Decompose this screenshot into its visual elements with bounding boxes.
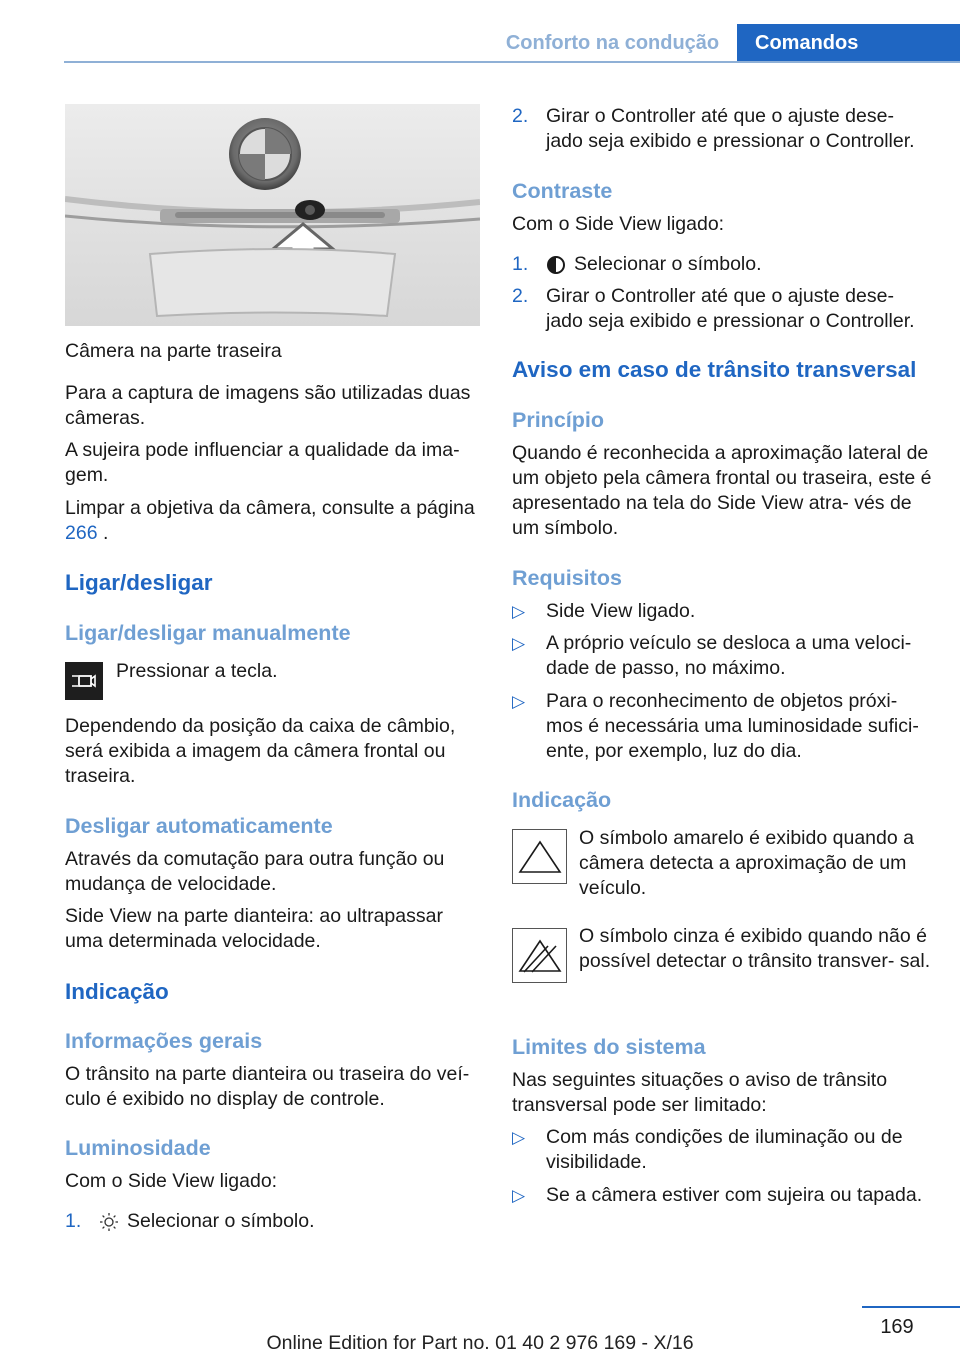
heading-auto-off: Desligar automaticamente — [65, 814, 333, 838]
heading-on-off: Ligar/desligar — [65, 570, 213, 595]
header-rule — [64, 61, 960, 63]
requirement-item — [512, 631, 932, 681]
paragraph-limits: Nas seguintes situações o aviso de trânsito transversal pode ser limitado: — [512, 1069, 888, 1116]
requirement-text: A próprio veículo se desloca a uma veloci‐ dade de passo, no máximo. — [546, 632, 912, 679]
contrast-step-2 — [512, 284, 932, 334]
step-number: 2. — [512, 285, 529, 307]
paragraph-contrast-side-view-on: Com o Side View ligado: — [512, 213, 725, 235]
rear-camera-photo — [65, 104, 480, 326]
edition-footer: Online Edition for Part no. 01 40 2 976 169 - X/16 — [266, 1332, 694, 1354]
heading-manual: Ligar/desligar manualmente — [65, 621, 351, 645]
requirement-item — [512, 689, 932, 764]
contrast-icon — [546, 255, 566, 282]
step-text: Girar o Controller até que o ajuste dese‐ jado seja exibido e pressionar o Controller. — [546, 285, 915, 332]
paragraph-traffic-display: O trânsito na parte dianteira ou traseira do veí‐ culo é exibido no display de controle. — [65, 1063, 470, 1110]
chapter-tab: Comandos — [737, 24, 960, 62]
bullet-triangle-icon: ▷ — [512, 692, 526, 711]
rear-camera-illustration — [65, 104, 480, 326]
paragraph-switching: Através da comutação para outra função ou mudança de velocidade. — [65, 848, 445, 895]
clean-lens-suffix: . — [97, 522, 109, 544]
heading-general-info: Informações gerais — [65, 1029, 263, 1053]
bullet-triangle-icon: ▷ — [512, 1186, 526, 1205]
paragraph-dirt: A sujeira pode influenciar a qualidade da ima‐ gem. — [65, 439, 460, 486]
limit-item — [512, 1183, 932, 1208]
heading-indication: Indicação — [512, 788, 612, 812]
bullet-triangle-icon: ▷ — [512, 634, 526, 653]
clean-lens-text: Limpar a objetiva da câmera, consulte a página — [65, 497, 475, 519]
paragraph-gray-symbol: O símbolo cinza é exibido quando não é possível detectar o trânsito transver‐ sal. — [579, 925, 931, 972]
heading-brightness: Luminosidade — [65, 1136, 211, 1160]
photo-caption: Câmera na parte traseira — [65, 340, 282, 362]
step-text: Selecionar o símbolo. — [574, 253, 762, 275]
contrast-step-1 — [512, 252, 932, 277]
page-link-266[interactable]: 266 — [65, 522, 98, 544]
brightness-step-2 — [512, 104, 932, 154]
paragraph-yellow-symbol: O símbolo amarelo é exibido quando a câmera detecta a aproximação de um veículo. — [579, 827, 914, 899]
cross-traffic-unavailable-icon — [512, 928, 567, 983]
paragraph-principle: Quando é reconhecida a aproximação lateral de um objeto pela câmera frontal ou traseira, este é apresentado na tela do Side View atra‐ vés de um símbolo. — [512, 442, 932, 539]
side-view-button-icon — [65, 662, 103, 700]
step-number: 1. — [65, 1210, 82, 1232]
limit-text: Se a câmera estiver com sujeira ou tapada. — [546, 1184, 923, 1206]
limit-item — [512, 1125, 932, 1175]
paragraph-speed: Side View na parte dianteira: ao ultrapassar uma determinada velocidade. — [65, 905, 443, 952]
heading-display: Indicação — [65, 979, 169, 1004]
paragraph-gear-position: Dependendo da posição da caixa de câmbio, será exibida a imagem da câmera frontal ou traseira. — [65, 715, 456, 787]
bullet-triangle-icon: ▷ — [512, 1128, 526, 1147]
press-key-text: Pressionar a tecla. — [116, 660, 278, 682]
step-number: 1. — [512, 253, 529, 275]
requirement-item — [512, 599, 932, 624]
paragraph-clean-lens — [65, 496, 485, 546]
section-title: Conforto na condução — [505, 31, 720, 54]
page-number-rule — [862, 1306, 960, 1308]
step-text: Girar o Controller até que o ajuste dese‐ jado seja exibido e pressionar o Controller. — [546, 105, 915, 152]
requirement-text: Side View ligado. — [546, 600, 696, 622]
step-number: 2. — [512, 105, 529, 127]
heading-cross-traffic: Aviso em caso de trânsito transversal — [512, 357, 917, 382]
bullet-triangle-icon: ▷ — [512, 602, 526, 621]
brightness-sun-icon — [99, 1212, 119, 1239]
cross-traffic-warning-icon — [512, 829, 567, 884]
brightness-step-1 — [65, 1209, 480, 1234]
limit-text: Com más condições de iluminação ou de visibilidade. — [546, 1126, 903, 1173]
heading-principle: Princípio — [512, 408, 604, 432]
heading-requirements: Requisitos — [512, 566, 622, 590]
heading-system-limits: Limites do sistema — [512, 1035, 706, 1059]
heading-contrast: Contraste — [512, 179, 613, 203]
paragraph-cameras: Para a captura de imagens são utilizadas duas câmeras. — [65, 382, 471, 429]
requirement-text: Para o reconhecimento de objetos próxi‐ mos é necessária uma luminosidade sufici‐ ente, por exemplo, luz do dia. — [546, 690, 919, 762]
paragraph-side-view-on: Com o Side View ligado: — [65, 1170, 278, 1192]
step-text: Selecionar o símbolo. — [127, 1210, 315, 1232]
page-number: 169 — [880, 1316, 914, 1338]
